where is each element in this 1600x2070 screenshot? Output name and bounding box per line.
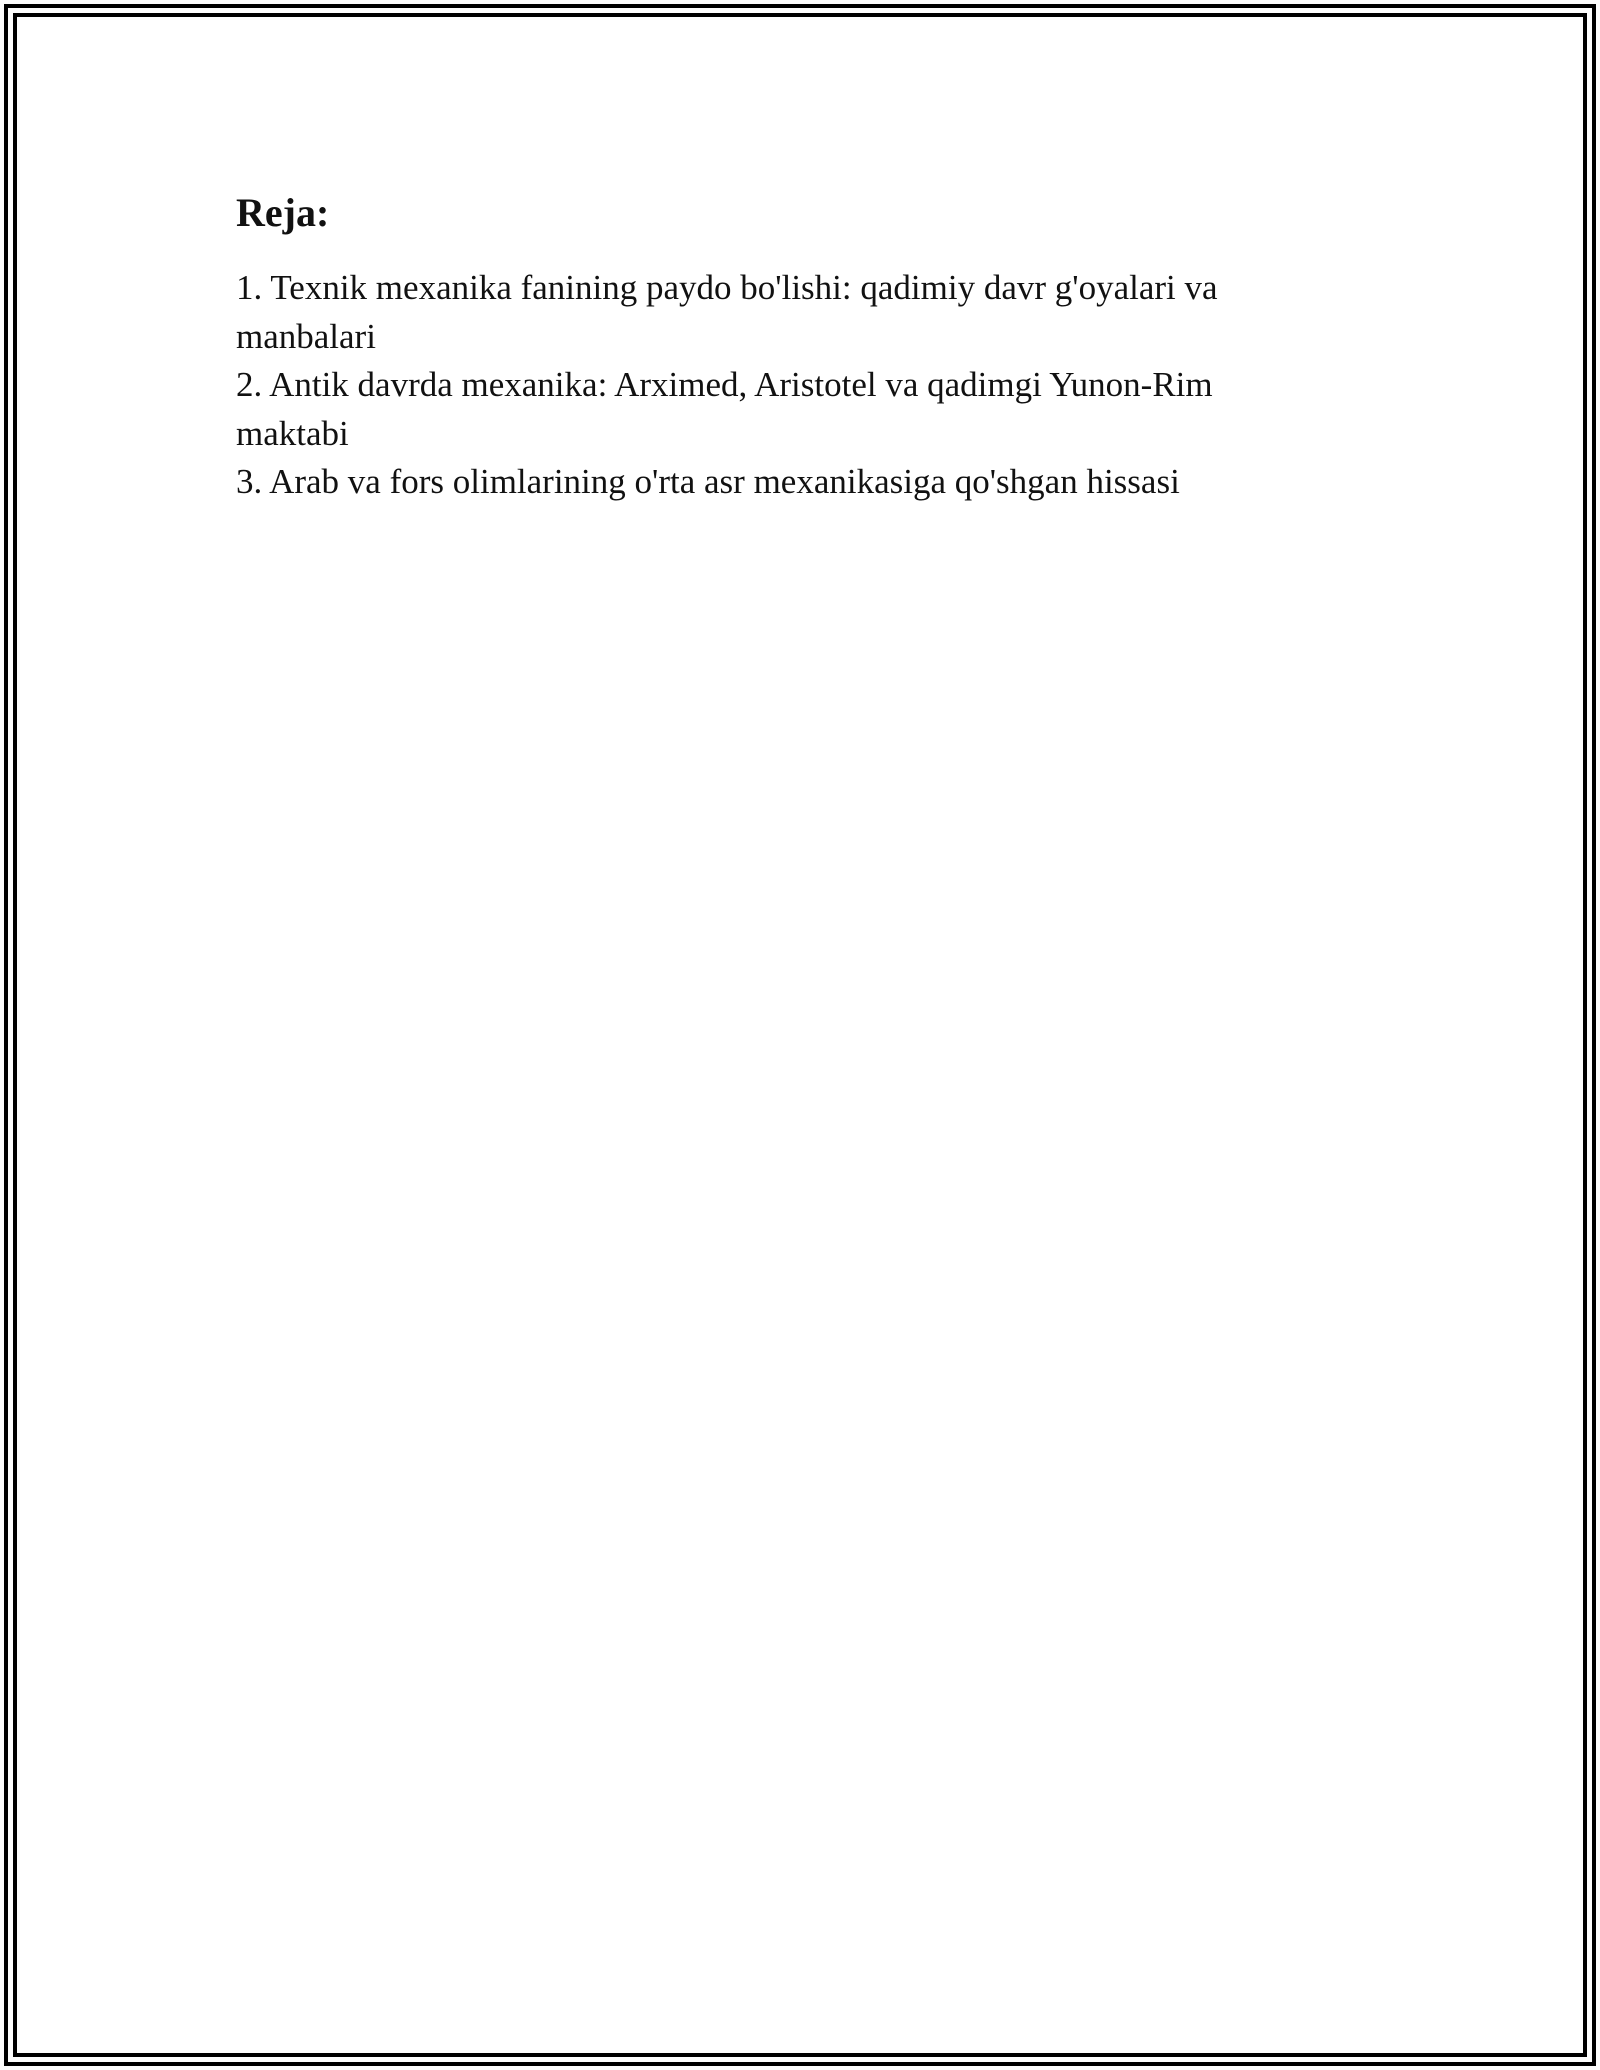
plan-heading: Reja: (236, 190, 330, 235)
plan-list (236, 264, 1306, 507)
plan-item-2: 2. Antik davrda mexanika: Arximed, Aristotel va qadimgi Yunon-Rim maktabi (236, 365, 1213, 453)
plan-item-1: 1. Texnik mexanika fanining paydo bo'lishi: qadimiy davr g'oyalari va manbalari (236, 268, 1218, 356)
page-content (236, 188, 1356, 507)
plan-item-3: 3. Arab va fors olimlarining o'rta asr mexanikasiga qo'shgan hissasi (236, 462, 1180, 501)
